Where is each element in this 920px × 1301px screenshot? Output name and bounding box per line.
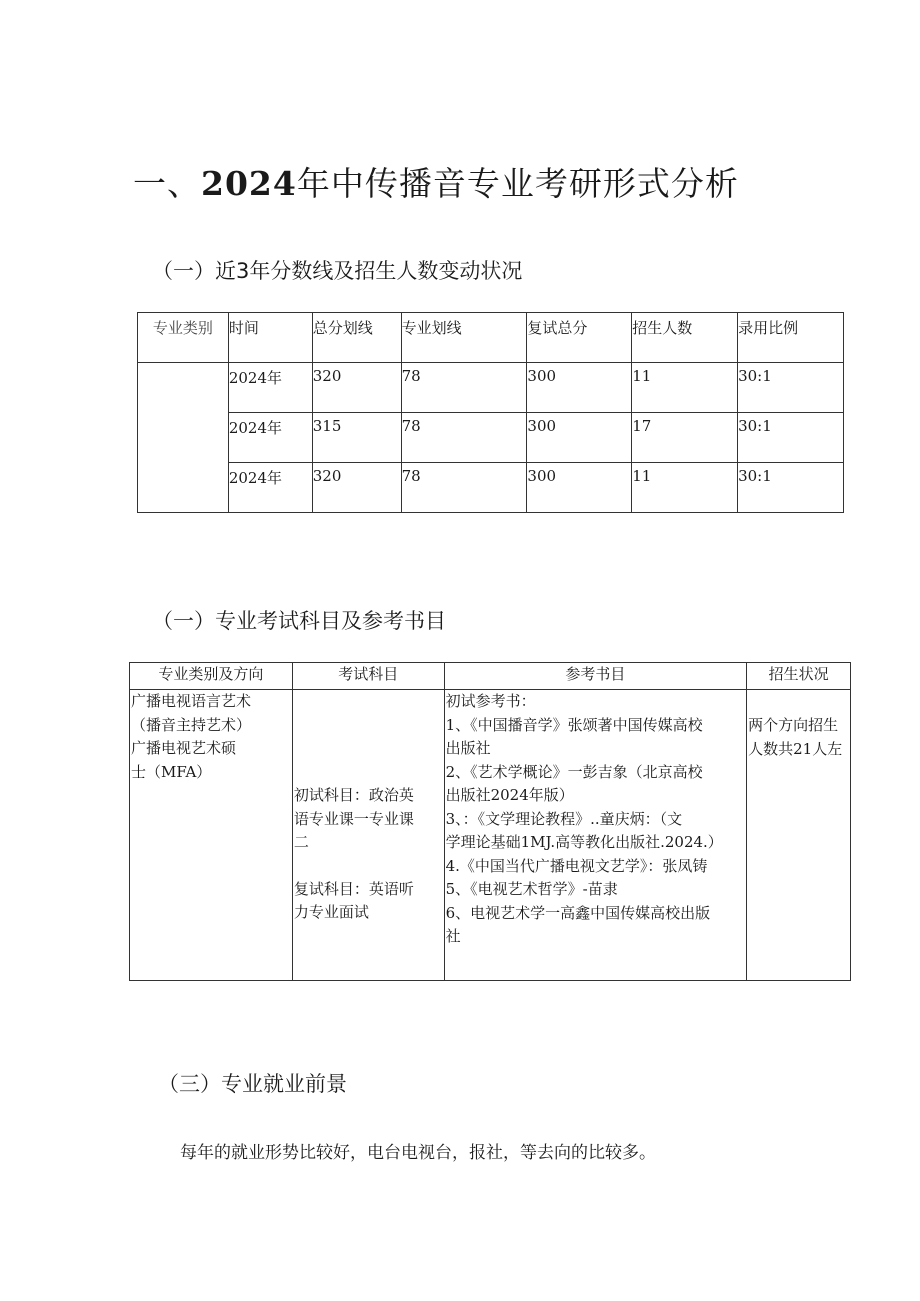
enroll-line: 人数共21人左: [748, 739, 843, 758]
title-year: 2024: [201, 164, 297, 203]
header-cell: 总分划线: [312, 313, 401, 363]
book-line: 出版社2024年版）: [445, 786, 574, 804]
header-cell: 录用比例: [738, 313, 844, 363]
header-cell: 招生状况: [747, 663, 851, 690]
enroll-line: 两个方向招生: [748, 716, 839, 734]
table-cell: 11: [632, 463, 738, 513]
header-cell: 时间: [228, 313, 312, 363]
header-cell: 专业类别: [138, 313, 229, 363]
subjects-cell: [292, 690, 444, 981]
table-cell: 320: [312, 363, 401, 413]
subject-line: 语专业课一专业课: [293, 809, 414, 828]
table-cell: 78: [401, 363, 527, 413]
table-cell: 315: [312, 413, 401, 463]
table-cell: 30:1: [738, 363, 844, 413]
table-cell: 17: [632, 413, 738, 463]
subject-line: 二: [293, 833, 309, 851]
subject-line: 初试科目：政治英: [293, 786, 414, 804]
table-row: [138, 463, 844, 513]
page-title: [133, 158, 739, 205]
table-cell: 11: [632, 363, 738, 413]
book-line: 社: [445, 927, 461, 945]
subject-line: 力专业面试: [293, 903, 369, 921]
table-cell: 300: [527, 413, 632, 463]
category-line: （播音主持艺术）: [131, 715, 252, 734]
header-cell: 参考书目: [444, 663, 747, 690]
category-cell: [138, 363, 229, 513]
subject-line: 复试科目：英语听: [293, 879, 414, 898]
table-cell: 300: [527, 463, 632, 513]
category-line: 广播电视艺术硕: [131, 739, 237, 757]
book-line: 出版社: [445, 739, 491, 757]
table-cell: 30:1: [738, 413, 844, 463]
header-cell: 专业类别及方向: [130, 663, 293, 690]
book-line: 6、电视艺术学一高鑫中国传媒高校出版: [445, 903, 711, 922]
section3-heading: （三）专业就业前景: [158, 1072, 347, 1096]
book-line: 3、：《文学理论教程》..童庆炳：（文: [445, 809, 683, 828]
book-line: 初试参考书：: [445, 692, 536, 710]
table-cell: 78: [401, 413, 527, 463]
book-line: 5、《电视艺术哲学》-苗隶: [445, 880, 618, 898]
header-cell: 复试总分: [527, 313, 632, 363]
table-row: [138, 413, 844, 463]
category-line: 广播电视语言艺术: [131, 692, 252, 710]
section2-heading: （一）专业考试科目及参考书目: [152, 609, 446, 633]
section1-heading: （一）近3年分数线及招生人数变动状况: [152, 259, 523, 283]
subjects-table-header: [130, 663, 851, 690]
table-row: [138, 363, 844, 413]
score-table: [137, 312, 844, 513]
table-cell: 320: [312, 463, 401, 513]
book-line: 4.《中国当代广播电视文艺学》：张凤铸: [445, 856, 708, 875]
score-table-header: [138, 313, 844, 363]
table-row: [130, 690, 851, 981]
title-rest: 年中传播音专业考研形式分析: [296, 164, 739, 203]
header-cell: 考试科目: [292, 663, 444, 690]
table-cell: 30:1: [738, 463, 844, 513]
table-cell: 300: [527, 363, 632, 413]
category-line: 士（MFA）: [131, 762, 212, 781]
header-cell: 招生人数: [632, 313, 738, 363]
books-cell: [444, 690, 747, 981]
enroll-cell: [747, 690, 851, 981]
table-cell: 78: [401, 463, 527, 513]
table-cell: 2024年: [228, 463, 312, 513]
header-cell: 专业划线: [401, 313, 527, 363]
book-line: 1、《中国播音学》张颂著中国传媒高校: [445, 715, 703, 734]
book-line: 2、《艺术学概论》一彭吉象（北京高校: [445, 762, 703, 781]
subjects-table: [129, 662, 851, 981]
employment-paragraph: 每年的就业形势比较好，电台电视台，报社，等去向的比较多。: [180, 1143, 656, 1163]
title-prefix: 一、: [133, 164, 201, 203]
category-cell: [130, 690, 293, 981]
table-cell: 2024年: [228, 363, 312, 413]
table-cell: 2024年: [228, 413, 312, 463]
book-line: 学理论基础1MJ.高等教化出版社.2024.）: [445, 833, 723, 851]
